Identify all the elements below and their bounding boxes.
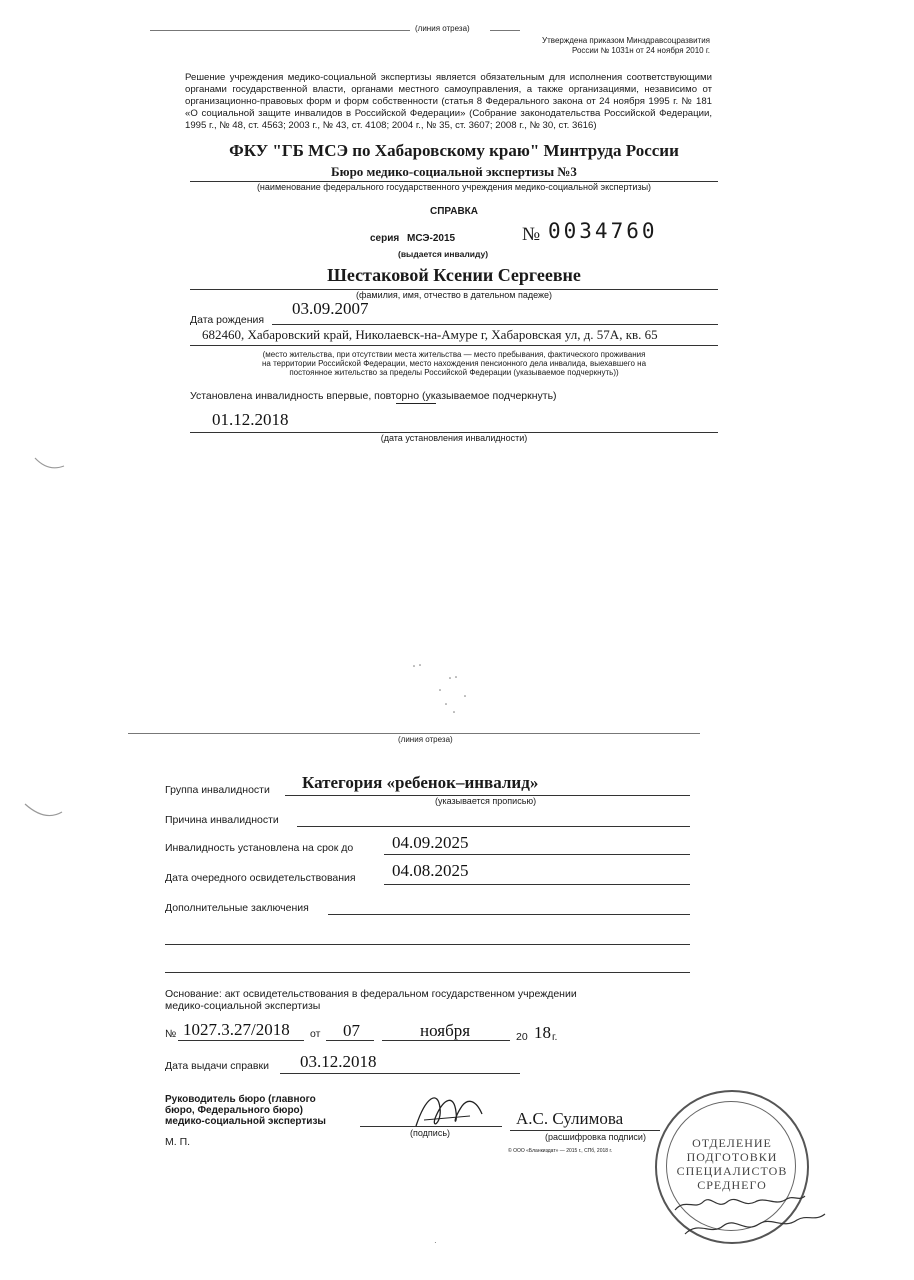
series-label: серия (370, 233, 400, 244)
next-exam-label: Дата очередного освидетельствования (165, 872, 356, 884)
term-value: 04.09.2025 (392, 833, 469, 852)
established-caption: (дата установления инвалидности) (380, 433, 528, 443)
number-sign: № (522, 224, 541, 245)
stamp-text-line-3: СПЕЦИАЛИСТОВ (676, 1164, 788, 1178)
head-line-2: бюро, Федерального бюро) (165, 1105, 303, 1116)
additional-label: Дополнительные заключения (165, 902, 309, 914)
act-number-label: № (165, 1028, 177, 1040)
basis-line-2: медико-социальной экспертизы (165, 1000, 321, 1012)
stamp-text-line-2: ПОДГОТОВКИ (686, 1150, 778, 1164)
basis-line-1: Основание: акт освидетельствования в федеральном государственном учреждении (165, 988, 577, 1000)
address-caption-2: на территории Российской Федерации, место нахождения пенсионного дела инвалида, выехавшего на (261, 359, 647, 368)
term-underline (384, 854, 690, 855)
cut-line-label-bottom: (линия отреза) (398, 735, 453, 744)
certificate-number: 0034760 (548, 219, 658, 243)
signature-caption: (подпись) (410, 1128, 451, 1138)
established-date: 01.12.2018 (212, 410, 289, 429)
dob-underline (272, 324, 718, 325)
repeat-underline-mark (396, 403, 436, 404)
head-line-3: медико-социальной экспертизы (165, 1116, 326, 1127)
series-value: МСЭ-2015 (407, 233, 456, 244)
stamp-place: М. П. (165, 1136, 191, 1148)
cut-line-left (150, 30, 410, 31)
act-year-suffix: г. (552, 1031, 558, 1043)
decoder-caption: (расшифровка подписи) (545, 1132, 646, 1142)
act-day-underline (326, 1040, 374, 1041)
address-caption-1: (место жительства, при отсутствии места жительства — место пребывания, фактического проживания (262, 350, 646, 359)
stamp-handwriting (665, 1180, 845, 1250)
approval-line-1: Утверждена приказом Минздравсоцразвития (542, 36, 710, 45)
next-exam-underline (384, 884, 690, 885)
cause-underline (297, 826, 690, 827)
institution-name: ФКУ "ГБ МСЭ по Хабаровскому краю" Минтруда России (229, 141, 679, 160)
name-caption: (фамилия, имя, отчество в дательном падеже) (355, 290, 553, 300)
scan-mark-1 (30, 448, 70, 478)
act-number-value: 1027.3.27/2018 (183, 1020, 290, 1039)
cut-line-right (490, 30, 520, 31)
head-line-1: Руководитель бюро (главного (165, 1094, 316, 1105)
act-month-underline (382, 1040, 510, 1041)
issued-caption: (выдается инвалиду) (398, 249, 489, 259)
address-caption-3: постоянное жительство за пределы Российской Федерации (указываемое подчеркнуть)) (289, 368, 619, 377)
issue-date-underline (280, 1073, 520, 1074)
group-label: Группа инвалидности (165, 784, 270, 796)
institution-caption: (наименование федерального государственного учреждения медико-социальной экспертизы) (256, 182, 652, 192)
additional-underline-2 (165, 944, 690, 945)
act-number-underline (178, 1040, 304, 1041)
group-caption: (указывается прописью) (435, 796, 537, 806)
cut-line-label: (линия отреза) (415, 24, 470, 33)
act-year: 18 (534, 1023, 551, 1042)
additional-underline-3 (165, 972, 690, 973)
stamp-text-line-4: СРЕДНЕГО (697, 1178, 767, 1192)
decoder-underline (510, 1130, 660, 1131)
act-from: от (310, 1028, 321, 1040)
issue-date-value: 03.12.2018 (300, 1052, 377, 1071)
cut-line-bottom (128, 733, 700, 734)
act-month: ноября (420, 1021, 471, 1040)
act-year-prefix: 20 (516, 1031, 528, 1043)
head-title (165, 1094, 326, 1127)
scan-specks (410, 660, 490, 720)
person-name: Шестаковой Ксении Сергеевне (327, 265, 581, 285)
stamp-text-line-1: ОТДЕЛЕНИЕ (692, 1136, 772, 1150)
group-value: Категория «ребенок–инвалид» (302, 773, 539, 792)
term-label: Инвалидность установлена на срок до (165, 842, 354, 854)
address-value: 682460, Хабаровский край, Николаевск-на-Амуре г, Хабаровская ул, д. 57А, кв. 65 (202, 327, 658, 342)
approval-line-2: России № 1031н от 24 ноября 2010 г. (572, 46, 710, 55)
signature-image (410, 1086, 490, 1136)
address-underline (190, 345, 718, 346)
dob-label: Дата рождения (190, 314, 265, 326)
issue-date-label: Дата выдачи справки (165, 1060, 269, 1072)
legal-paragraph: Решение учреждения медико-социальной экспертизы является обязательным для исполнения соответствующими органами государственной власти, органами местного самоуправления, а также организациями, независимо от организационно-правовых форм и форм собственности (статья 8 Федерального закона от 24 ноября 1995 г. № 181 «О социальной защите инвалидов в Российской Федерации» (Собрание законодательства Российской Федерации, 1995 г., № 48, ст. 4563; 2003 г., № 43, ст. 4108; 2004 г., № 35, ст. 3607; 2008 г., № 30, ст. 3616) (185, 72, 712, 131)
decoder-name: А.С. Сулимова (516, 1109, 624, 1128)
next-exam-value: 04.08.2025 (392, 861, 469, 880)
printer-note: © ООО «Бланкиздат» — 2015 г., СПб, 2018 г. (508, 1148, 613, 1154)
document-title: СПРАВКА (430, 206, 478, 217)
page-speck: · (434, 1238, 437, 1247)
scan-mark-2 (20, 796, 70, 826)
cause-label: Причина инвалидности (165, 814, 279, 826)
established-label: Установлена инвалидность впервые, повторно (указываемое подчеркнуть) (190, 390, 557, 402)
additional-underline-1 (328, 914, 690, 915)
bureau-name: Бюро медико-социальной экспертизы №3 (331, 164, 577, 179)
act-day: 07 (343, 1021, 360, 1040)
dob-value: 03.09.2007 (292, 299, 369, 318)
